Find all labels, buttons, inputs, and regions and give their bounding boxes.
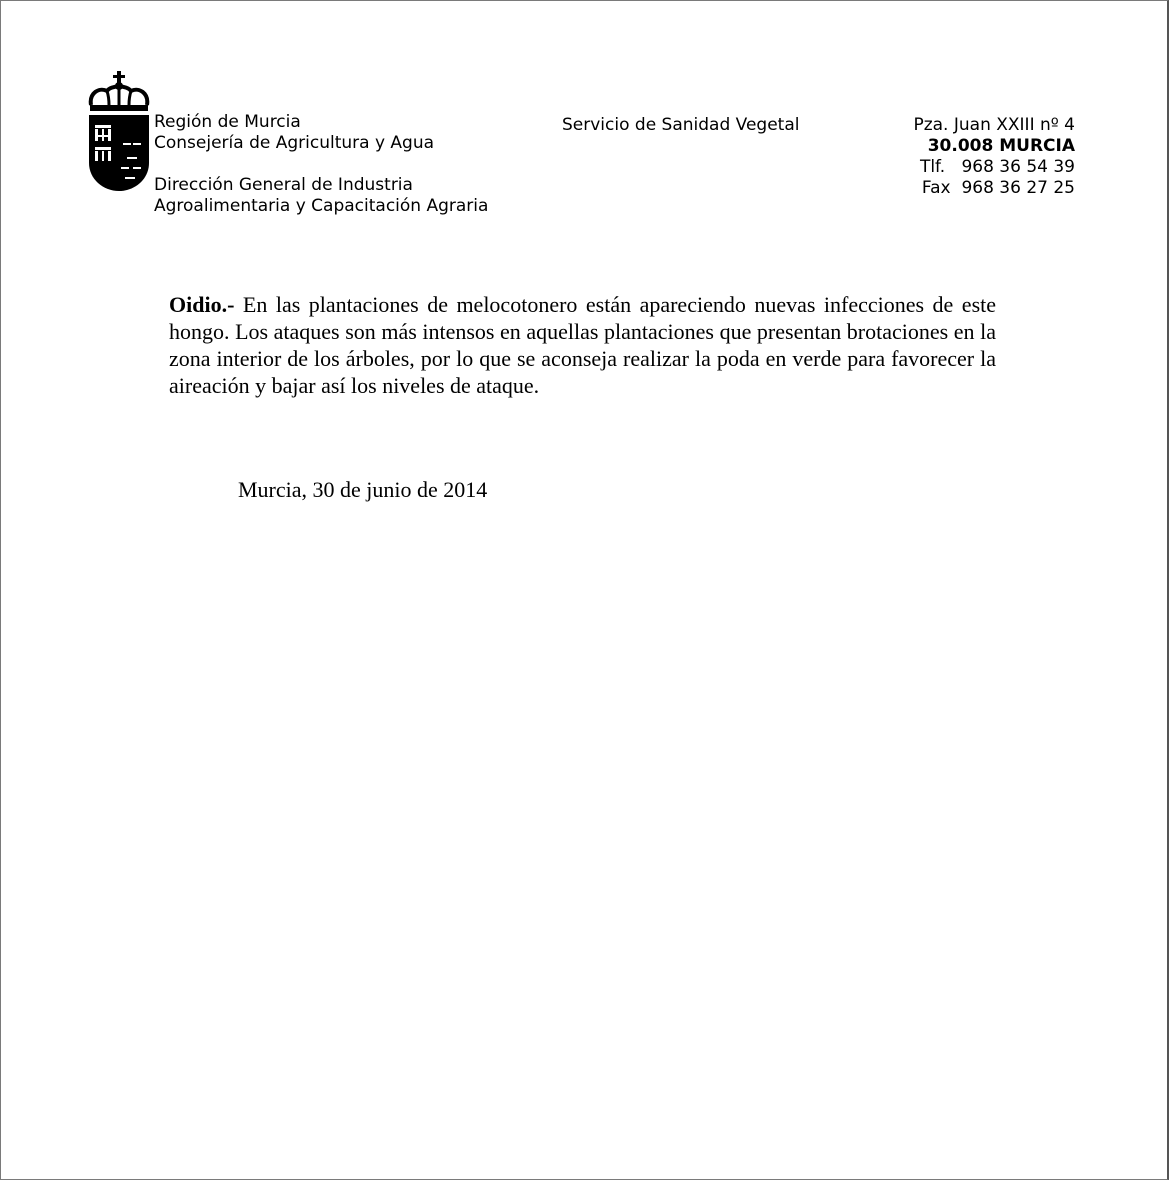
- org-line-region: Región de Murcia: [154, 112, 301, 132]
- org-line-directorate-cont: Agroalimentaria y Capacitación Agraria: [154, 196, 489, 216]
- address-street: Pza. Juan XXIII nº 4: [913, 115, 1075, 135]
- org-spacer: [154, 154, 488, 175]
- address-phone: [913, 157, 1075, 178]
- place-date: Murcia, 30 de junio de 2014: [238, 477, 488, 502]
- region-de-murcia-coat-of-arms-icon: [87, 71, 153, 193]
- advisory-lead: Oidio.-: [169, 292, 235, 317]
- phone-label: Tlf.: [919, 157, 946, 177]
- advisory-text: En las plantaciones de melocotonero están apareciendo nuevas infecciones de este hongo. Los ataques son más intensos en aquellas plantaciones que presentan brotaciones en la zona interior de los árboles, por lo que se aconseja realizar la poda en verde para favorecer la aireación y bajar así los niveles de ataque.: [169, 292, 997, 398]
- address-block: [913, 115, 1075, 199]
- fax-label: Fax: [921, 178, 951, 198]
- org-line-department: Consejería de Agricultura y Agua: [154, 133, 435, 153]
- organization-block: [154, 112, 488, 217]
- fax-number: 968 36 27 25: [961, 178, 1075, 198]
- advisory-paragraph: [169, 291, 996, 399]
- phone-number: 968 36 54 39: [961, 157, 1075, 177]
- address-city: 30.008 MURCIA: [927, 136, 1075, 156]
- address-fax: [913, 178, 1075, 199]
- org-line-directorate: Dirección General de Industria: [154, 175, 413, 195]
- service-name: Servicio de Sanidad Vegetal: [562, 115, 800, 135]
